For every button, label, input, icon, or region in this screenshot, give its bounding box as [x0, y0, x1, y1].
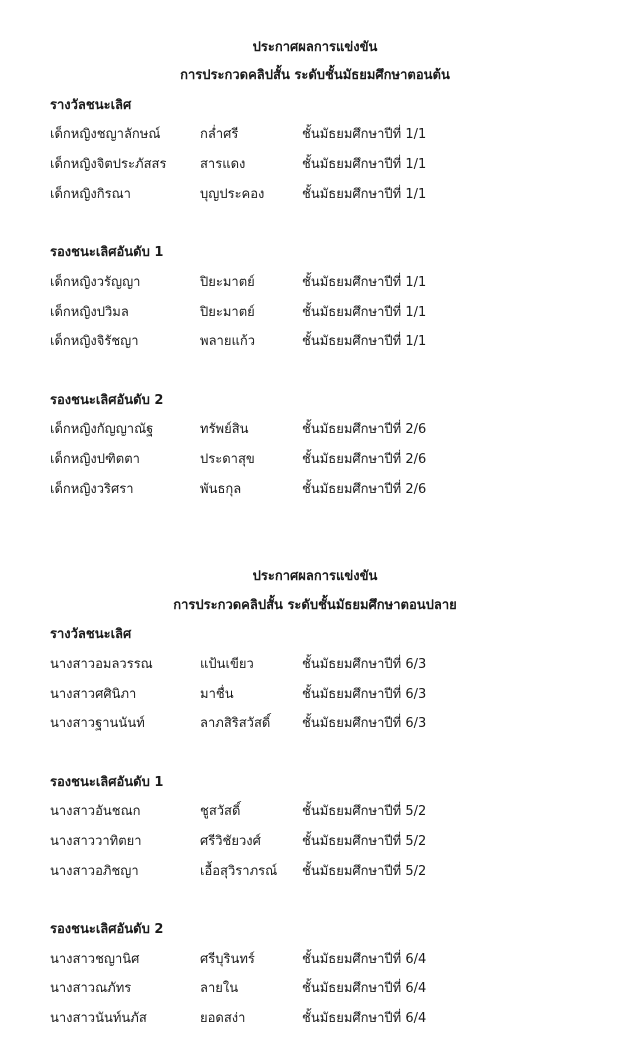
- grade: ชั้นมัธยมศึกษาปีที่ 1/1: [302, 127, 427, 142]
- first-name: เด็กหญิงวริศรา: [50, 482, 134, 497]
- last-name: พลายแก้ว: [200, 334, 256, 349]
- table-row: [0, 183, 630, 205]
- grade: ชั้นมัธยมศึกษาปีที่ 5/2: [302, 864, 427, 879]
- last-name: บุญประคอง: [200, 187, 265, 202]
- grade: ชั้นมัธยมศึกษาปีที่ 5/2: [302, 804, 427, 819]
- table-row: [0, 948, 630, 970]
- grade: ชั้นมัธยมศึกษาปีที่ 1/1: [302, 187, 427, 202]
- last-name: สารแดง: [200, 157, 246, 172]
- category-heading: รองชนะเลิศอันดับ 1: [50, 245, 164, 260]
- table-row: [0, 712, 630, 734]
- category-heading: รองชนะเลิศอันดับ 1: [50, 775, 164, 790]
- last-name: ศรีวิชัยวงศ์: [200, 834, 261, 849]
- first-name: นางสาวฐานนันท์: [50, 716, 145, 731]
- table-row: [0, 683, 630, 705]
- last-name: ยอดสง่า: [200, 1011, 246, 1026]
- last-name: มาชื่น: [200, 687, 234, 702]
- grade: ชั้นมัธยมศึกษาปีที่ 2/6: [302, 482, 427, 497]
- section-subtitle: การประกวดคลิปสั้น ระดับชั้นมัธยมศึกษาตอนต้น: [180, 68, 450, 83]
- table-row: [0, 478, 630, 500]
- first-name: เด็กหญิงกัญญาณัฐ: [50, 422, 154, 437]
- table-row: [0, 830, 630, 852]
- table-row: [0, 271, 630, 293]
- section-subtitle: การประกวดคลิปสั้น ระดับชั้นมัธยมศึกษาตอนปลาย: [173, 598, 457, 613]
- grade: ชั้นมัธยมศึกษาปีที่ 6/4: [302, 981, 427, 996]
- section-title: ประกาศผลการแข่งขัน: [252, 40, 378, 55]
- grade: ชั้นมัธยมศึกษาปีที่ 6/3: [302, 657, 427, 672]
- last-name: ทรัพย์สิน: [200, 422, 249, 437]
- grade: ชั้นมัธยมศึกษาปีที่ 6/3: [302, 716, 427, 731]
- last-name: ลายใน: [200, 981, 239, 996]
- table-row: [0, 860, 630, 882]
- last-name: ศรีบุรินทร์: [200, 952, 255, 967]
- first-name: เด็กหญิงชญาลักษณ์: [50, 127, 161, 142]
- last-name: ปิยะมาตย์: [200, 305, 255, 320]
- last-name: กล่ำศรี: [200, 127, 239, 142]
- grade: ชั้นมัธยมศึกษาปีที่ 1/1: [302, 305, 427, 320]
- first-name: เด็กหญิงกิรณา: [50, 187, 131, 202]
- category-heading: รางวัลชนะเลิศ: [50, 627, 132, 642]
- grade: ชั้นมัธยมศึกษาปีที่ 1/1: [302, 157, 427, 172]
- first-name: เด็กหญิงจิรัชญา: [50, 334, 139, 349]
- first-name: เด็กหญิงจิตประภัสสร: [50, 157, 167, 172]
- grade: ชั้นมัธยมศึกษาปีที่ 6/3: [302, 687, 427, 702]
- table-row: [0, 800, 630, 822]
- last-name: ปิยะมาตย์: [200, 275, 255, 290]
- last-name: ลาภสิริสวัสดิ์: [200, 716, 271, 731]
- first-name: เด็กหญิงปฑิตตา: [50, 452, 140, 467]
- first-name: นางสาววาทิตยา: [50, 834, 142, 849]
- table-row: [0, 418, 630, 440]
- first-name: เด็กหญิงวรัญญา: [50, 275, 141, 290]
- last-name: ชูสวัสดิ์: [200, 804, 241, 819]
- table-row: [0, 977, 630, 999]
- table-row: [0, 123, 630, 145]
- first-name: เด็กหญิงปวิมล: [50, 305, 129, 320]
- table-row: [0, 153, 630, 175]
- category-heading: รางวัลชนะเลิศ: [50, 98, 132, 113]
- first-name: นางสาวณภัทร: [50, 981, 132, 996]
- grade: ชั้นมัธยมศึกษาปีที่ 1/1: [302, 334, 427, 349]
- first-name: นางสาวอันชณก: [50, 804, 141, 819]
- first-name: นางสาวศศินิภา: [50, 687, 137, 702]
- grade: ชั้นมัธยมศึกษาปีที่ 2/6: [302, 422, 427, 437]
- first-name: นางสาวอภิชญา: [50, 864, 139, 879]
- last-name: แป้นเขียว: [200, 657, 254, 672]
- section-title: ประกาศผลการแข่งขัน: [252, 569, 378, 584]
- first-name: นางสาวอมลวรรณ: [50, 657, 153, 672]
- grade: ชั้นมัธยมศึกษาปีที่ 1/1: [302, 275, 427, 290]
- category-heading: รองชนะเลิศอันดับ 2: [50, 922, 164, 937]
- last-name: เอื้อสุวิราภรณ์: [200, 864, 278, 879]
- last-name: ประดาสุข: [200, 452, 255, 467]
- table-row: [0, 1007, 630, 1029]
- table-row: [0, 653, 630, 675]
- grade: ชั้นมัธยมศึกษาปีที่ 2/6: [302, 452, 427, 467]
- grade: ชั้นมัธยมศึกษาปีที่ 6/4: [302, 1011, 427, 1026]
- table-row: [0, 330, 630, 352]
- table-row: [0, 448, 630, 470]
- last-name: พันธกุล: [200, 482, 242, 497]
- grade: ชั้นมัธยมศึกษาปีที่ 5/2: [302, 834, 427, 849]
- grade: ชั้นมัธยมศึกษาปีที่ 6/4: [302, 952, 427, 967]
- first-name: นางสาวนันท์นภัส: [50, 1011, 147, 1026]
- category-heading: รองชนะเลิศอันดับ 2: [50, 393, 164, 408]
- first-name: นางสาวชญานิศ: [50, 952, 140, 967]
- table-row: [0, 301, 630, 323]
